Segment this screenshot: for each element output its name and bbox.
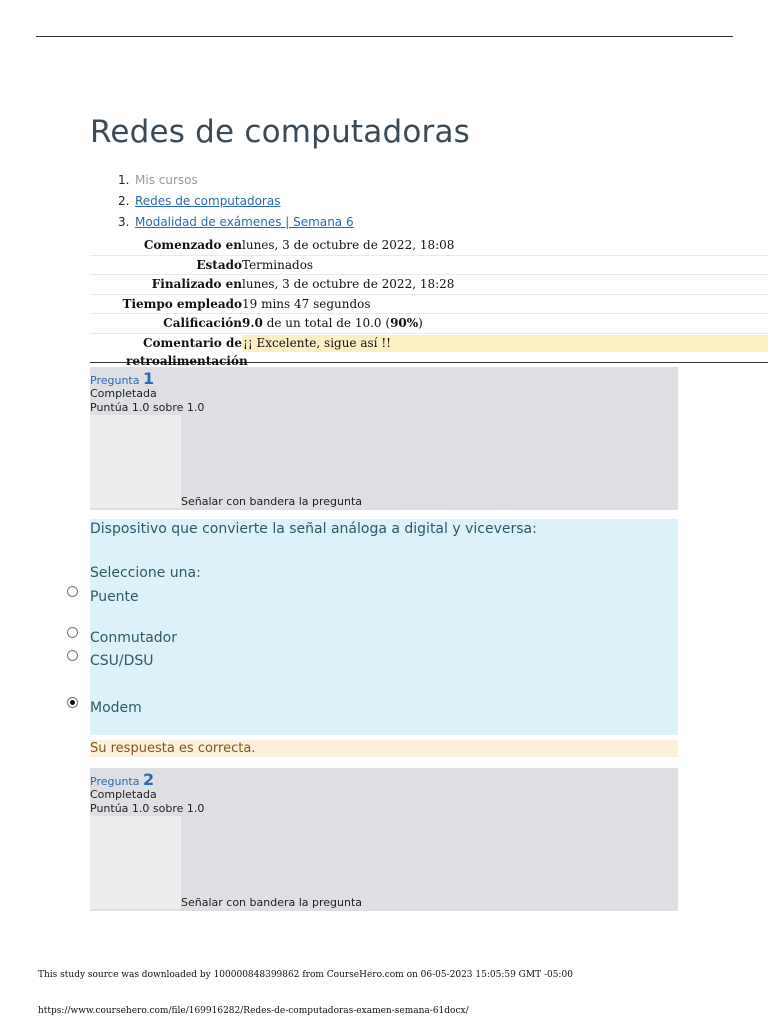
question-2-info (90, 768, 678, 911)
top-divider (36, 36, 733, 37)
download-notice: This study source was downloaded by 100000848399862 from CourseHero.com on 06-05-2023 15:05:59 GMT -05:00 (38, 970, 573, 980)
grade-score: 9.0 (242, 316, 263, 330)
breadcrumb-item-exam-week[interactable] (118, 214, 354, 235)
grade-label: Calificación (163, 316, 242, 330)
question-1-info (90, 367, 678, 510)
source-url: https://www.coursehero.com/file/169916282/Redes-de-computadoras-examen-semana-61docx/ (38, 1006, 469, 1016)
breadcrumb (118, 172, 354, 235)
answer-feedback: Su respuesta es correcta. (90, 740, 678, 757)
feedback-label: Comentario de (142, 335, 242, 350)
question-info-sidebar (90, 415, 181, 508)
radio-button-selected[interactable] (67, 697, 78, 708)
breadcrumb-link-exam-week[interactable]: Modalidad de exámenes | Semana 6 (135, 215, 354, 229)
feedback-value: ¡¡ Excelente, sigue así !! (242, 335, 768, 352)
grade-percent: 90% (390, 316, 419, 330)
state-value: Terminados (242, 257, 314, 272)
answer-label: Modem (90, 700, 142, 716)
summary-row-state (90, 256, 768, 276)
question-prefix: Pregunta (90, 775, 140, 788)
started-label: Comenzado en (143, 238, 242, 252)
grade-value (242, 314, 423, 332)
question-grade: Puntúa 1.0 sobre 1.0 (90, 401, 205, 414)
finished-label: Finalizado en (151, 277, 242, 291)
breadcrumb-number: 1. (118, 173, 130, 187)
feedback-label-cont: retroalimentación (126, 353, 248, 368)
summary-row-feedback (90, 334, 768, 368)
page-title: Redes de computadoras (90, 114, 470, 150)
summary-row-started (90, 236, 768, 256)
question-state: Completada (90, 387, 157, 400)
breadcrumb-item-course[interactable] (118, 193, 354, 214)
question-1-content (90, 519, 678, 735)
question-number: 2 (142, 770, 155, 789)
question-1-header (90, 369, 154, 388)
breadcrumb-item-mis-cursos[interactable] (118, 172, 354, 193)
answer-label: Puente (90, 589, 139, 605)
time-label: Tiempo empleado (122, 296, 242, 311)
answer-label: CSU/DSU (90, 653, 154, 669)
summary-row-time (90, 295, 768, 315)
flag-question-link[interactable]: Señalar con bandera la pregunta (181, 896, 363, 909)
started-value: lunes, 3 de octubre de 2022, 18:08 (242, 238, 455, 252)
answer-label: Conmutador (90, 630, 178, 646)
radio-button[interactable] (67, 650, 78, 661)
radio-button[interactable] (67, 586, 78, 597)
breadcrumb-link-mis-cursos[interactable]: Mis cursos (135, 173, 198, 187)
finished-value: lunes, 3 de octubre de 2022, 18:28 (242, 277, 455, 291)
breadcrumb-number: 2. (118, 194, 130, 208)
select-one-prompt: Seleccione una: (90, 565, 201, 581)
radio-button[interactable] (67, 627, 78, 638)
state-label: Estado (196, 257, 242, 272)
time-value: 19 mins 47 segundos (242, 296, 371, 311)
question-number: 1 (142, 369, 155, 388)
breadcrumb-link-course[interactable]: Redes de computadoras (135, 194, 281, 208)
attempt-summary-table (90, 236, 768, 368)
summary-row-finished (90, 275, 768, 295)
question-2-header (90, 770, 154, 789)
question-text: Dispositivo que convierte la señal análoga a digital y viceversa: (90, 521, 537, 537)
grade-close: ) (418, 316, 423, 330)
grade-total: de un total de 10.0 ( (262, 316, 391, 330)
question-grade: Puntúa 1.0 sobre 1.0 (90, 802, 205, 815)
flag-question-link[interactable]: Señalar con bandera la pregunta (181, 495, 363, 508)
question-info-sidebar (90, 816, 181, 909)
breadcrumb-number: 3. (118, 215, 130, 229)
question-prefix: Pregunta (90, 374, 140, 387)
question-state: Completada (90, 788, 157, 801)
summary-row-grade (90, 314, 768, 334)
